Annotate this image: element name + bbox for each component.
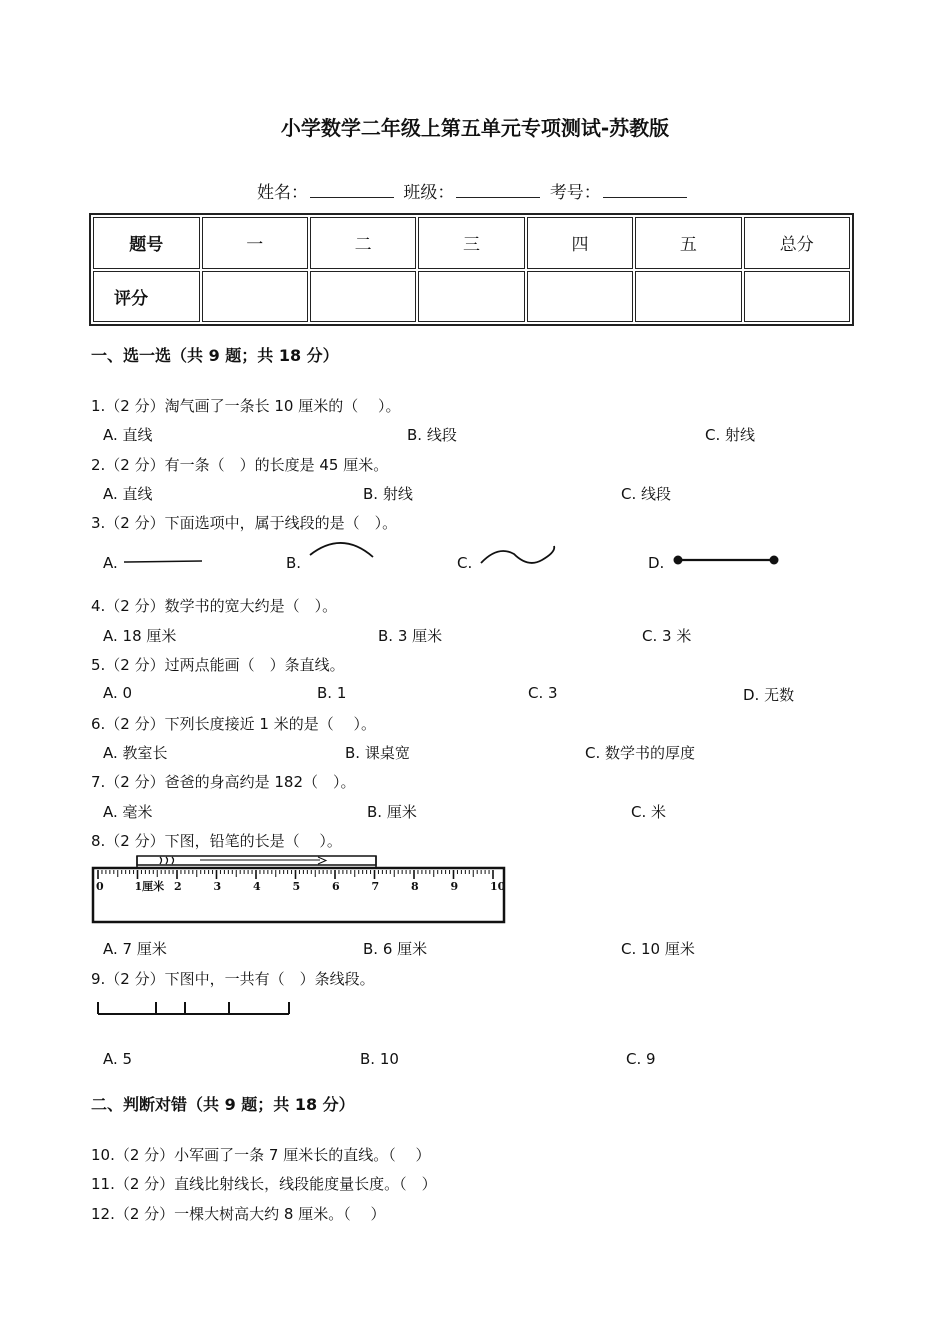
question-stem: 4.（2 分）数学书的宽大约是（ ）。 [91,597,338,615]
straight-line-figure [120,540,210,580]
option[interactable]: B. [286,554,302,572]
score-cell[interactable] [418,271,524,323]
score-cell[interactable] [310,271,416,323]
option[interactable]: A. 18 厘米 [103,627,177,645]
score-cell[interactable] [744,271,850,323]
option[interactable]: A. 7 厘米 [103,940,167,958]
score-header-cell: 一 [202,217,308,269]
score-table-header-row [93,217,850,269]
option[interactable]: C. 射线 [705,426,756,444]
score-header-cell: 总分 [744,217,850,269]
score-header-cell: 题号 [93,217,200,269]
segments-figure [94,996,294,1022]
score-cell[interactable] [527,271,633,323]
ruler-label: 9 [450,880,459,893]
option[interactable]: A. [103,554,118,572]
score-header-cell: 五 [635,217,741,269]
option[interactable]: C. 9 [626,1050,656,1068]
option[interactable]: A. 0 [103,684,133,702]
ruler-label: 8 [411,880,419,893]
option[interactable]: D. 无数 [743,686,795,704]
question-stem: 9.（2 分）下图中，一共有（ ）条线段。 [91,970,375,988]
question-stem: 12.（2 分）一棵大树高大约 8 厘米。（ ） [91,1205,386,1223]
question-stem: 8.（2 分）下图，铅笔的长是（ ）。 [91,832,342,850]
ruler-label: 7 [371,880,380,893]
ruler-label: 1厘米 [134,880,165,893]
score-cell[interactable] [202,271,308,323]
ruler-label: 5 [292,880,301,893]
option[interactable]: A. 直线 [103,426,153,444]
option[interactable]: C. 数学书的厚度 [585,744,696,762]
section-heading: 二、判断对错（共 9 题；共 18 分） [91,1095,355,1114]
score-table [89,213,854,326]
page-title: 小学数学二年级上第五单元专项测试-苏教版 [280,116,670,140]
score-table-score-row [93,271,850,323]
option[interactable]: D. [648,554,665,572]
class-blank[interactable] [456,181,540,198]
question-stem: 7.（2 分）爸爸的身高约是 182（ ）。 [91,773,356,791]
option[interactable]: A. 直线 [103,485,153,503]
arc-figure [305,535,380,570]
option[interactable]: B. 10 [360,1050,399,1068]
option[interactable]: B. 线段 [407,426,457,444]
score-header-cell: 四 [527,217,633,269]
question-stem: 1.（2 分）淘气画了一条长 10 厘米的（ ）。 [91,397,401,415]
ruler-label: 4 [253,880,261,893]
ruler-label: 10 [490,880,506,893]
question-stem: 3.（2 分）下面选项中，属于线段的是（ ）。 [91,514,398,532]
class-label: 班级： [403,183,455,203]
question-stem: 2.（2 分）有一条（ ）的长度是 45 厘米。 [91,456,389,474]
exam-no-blank[interactable] [603,181,687,198]
option[interactable]: B. 射线 [363,485,413,503]
option[interactable]: B. 6 厘米 [363,940,428,958]
score-header-cell: 三 [418,217,524,269]
section-heading: 一、选一选（共 9 题；共 18 分） [91,346,339,365]
option[interactable]: B. 课桌宽 [345,744,410,762]
ruler-label: 3 [213,880,222,893]
ruler-figure [90,853,510,927]
ruler-label: 6 [332,880,340,893]
option[interactable]: C. [457,554,473,572]
option[interactable]: C. 10 厘米 [621,940,695,958]
score-row-label: 评分 [93,271,200,323]
curve-figure [476,540,561,575]
exam-no-label: 考号： [549,183,601,203]
option[interactable]: C. 3 米 [642,627,692,645]
segment-figure [668,545,788,575]
option[interactable]: B. 1 [317,684,347,702]
score-cell[interactable] [635,271,741,323]
ruler-label: 2 [174,880,182,893]
ruler-label: 0 [96,880,104,893]
option[interactable]: B. 厘米 [367,803,417,821]
option[interactable]: A. 5 [103,1050,133,1068]
option[interactable]: C. 3 [528,684,558,702]
name-label: 姓名： [257,183,308,203]
option[interactable]: C. 线段 [621,485,672,503]
score-header-cell: 二 [310,217,416,269]
option[interactable]: A. 教室长 [103,744,168,762]
name-blank[interactable] [310,181,394,198]
option[interactable]: B. 3 厘米 [378,627,443,645]
question-stem: 6.（2 分）下列长度接近 1 米的是（ ）。 [91,715,376,733]
question-stem: 10.（2 分）小军画了一条 7 厘米长的直线。（ ） [91,1146,431,1164]
question-stem: 5.（2 分）过两点能画（ ）条直线。 [91,656,345,674]
question-stem: 11.（2 分）直线比射线长，线段能度量长度。（ ） [91,1175,437,1193]
student-info [257,178,691,203]
option[interactable]: A. 毫米 [103,803,153,821]
pencil-figure [137,856,376,867]
option[interactable]: C. 米 [631,803,667,821]
